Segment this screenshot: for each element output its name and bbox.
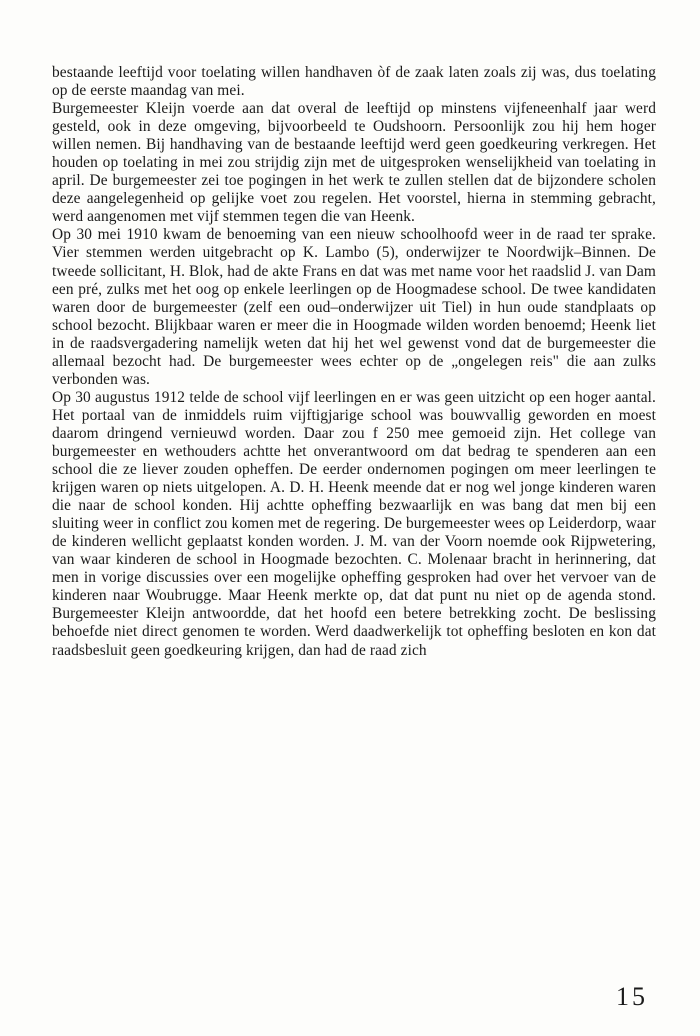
body-text bbox=[52, 64, 656, 660]
paragraph-1: bestaande leeftijd voor toelating willen handhaven òf de zaak laten zoals zij was, dus toelating op de eerste maandag van mei. bbox=[52, 64, 656, 100]
paragraph-3: Op 30 mei 1910 kwam de benoeming van een nieuw schoolhoofd weer in de raad ter sprake. Vier stemmen werden uitgebracht op K. Lambo (5), onderwijzer te Noordwijk–Binnen. De tweede sollicitant, H. Blok, had de akte Frans en dat was met name voor het raadslid J. van Dam een pré, zulks met het oog op enkele leerlingen op de Hoogmadese school. De twee kandidaten waren door de burgemeester (zelf een oud–onderwijzer uit Tiel) in hun oude standplaats op school bezocht. Blijkbaar waren er meer die in Hoogmade wilden worden benoemd; Heenk liet in de raadsvergadering namelijk weten dat hij het wel gewenst vond dat de burgemeester die allemaal bezocht had. De burgemeester wees echter op de „ongelegen reis" die aan zulks verbonden was. bbox=[52, 226, 656, 388]
paragraph-2: Burgemeester Kleijn voerde aan dat overal de leeftijd op minstens vijfeneenhalf jaar werd gesteld, ook in deze omgeving, bijvoorbeeld te Oudshoorn. Persoonlijk zou hij hem hoger willen nemen. Bij handhaving van de bestaande leeftijd werd geen goedkeuring verkregen. Het houden op toelating in mei zou strijdig zijn met de uitgesproken wenselijkheid van toelating in april. De burgemeester zei toe pogingen in het werk te zullen stellen dat de bijzondere scholen deze aangelegenheid op gelijke voet zou regelen. Het voorstel, hierna in stemming gebracht, werd aangenomen met vijf stemmen tegen die van Heenk. bbox=[52, 100, 656, 226]
page-number: 15 bbox=[616, 982, 648, 1011]
paragraph-4: Op 30 augustus 1912 telde de school vijf leerlingen en er was geen uitzicht op een hoger aantal. Het portaal van de inmiddels ruim vijftigjarige school was bouwvallig geworden en moest daarom dringend vernieuwd worden. Daar zou f 250 mee gemoeid zijn. Het college van burgemeester en wethouders achtte het onverantwoord om dat bedrag te spenderen aan een school die ze liever zouden opheffen. De eerder ondernomen pogingen om meer leerlingen te krijgen waren op niets uitgelopen. A. D. H. Heenk meende dat er nog wel jonge kinderen waren die naar de school konden. Hij achtte opheffing bezwaarlijk en was bang dat men bij een sluiting weer in conflict zou komen met de regering. De burgemeester wees op Leiderdorp, waar de kinderen wellicht geplaatst konden worden. J. M. van der Voorn noemde ook Rijpwetering, van waar kinderen de school in Hoogmade bezochten. C. Molenaar bracht in herinnering, dat men in vorige discussies over een mogelijke opheffing gesproken had over het vervoer van de kinderen naar Woubrugge. Maar Heenk merkte op, dat dat punt nu niet op de agenda stond. Burgemeester Kleijn antwoordde, dat het hoofd een betere betrekking zocht. De beslissing behoefde niet direct genomen te worden. Werd daadwerkelijk tot opheffing besloten en kon dat raadsbesluit geen goedkeuring krijgen, dan had de raad zich bbox=[52, 388, 656, 659]
